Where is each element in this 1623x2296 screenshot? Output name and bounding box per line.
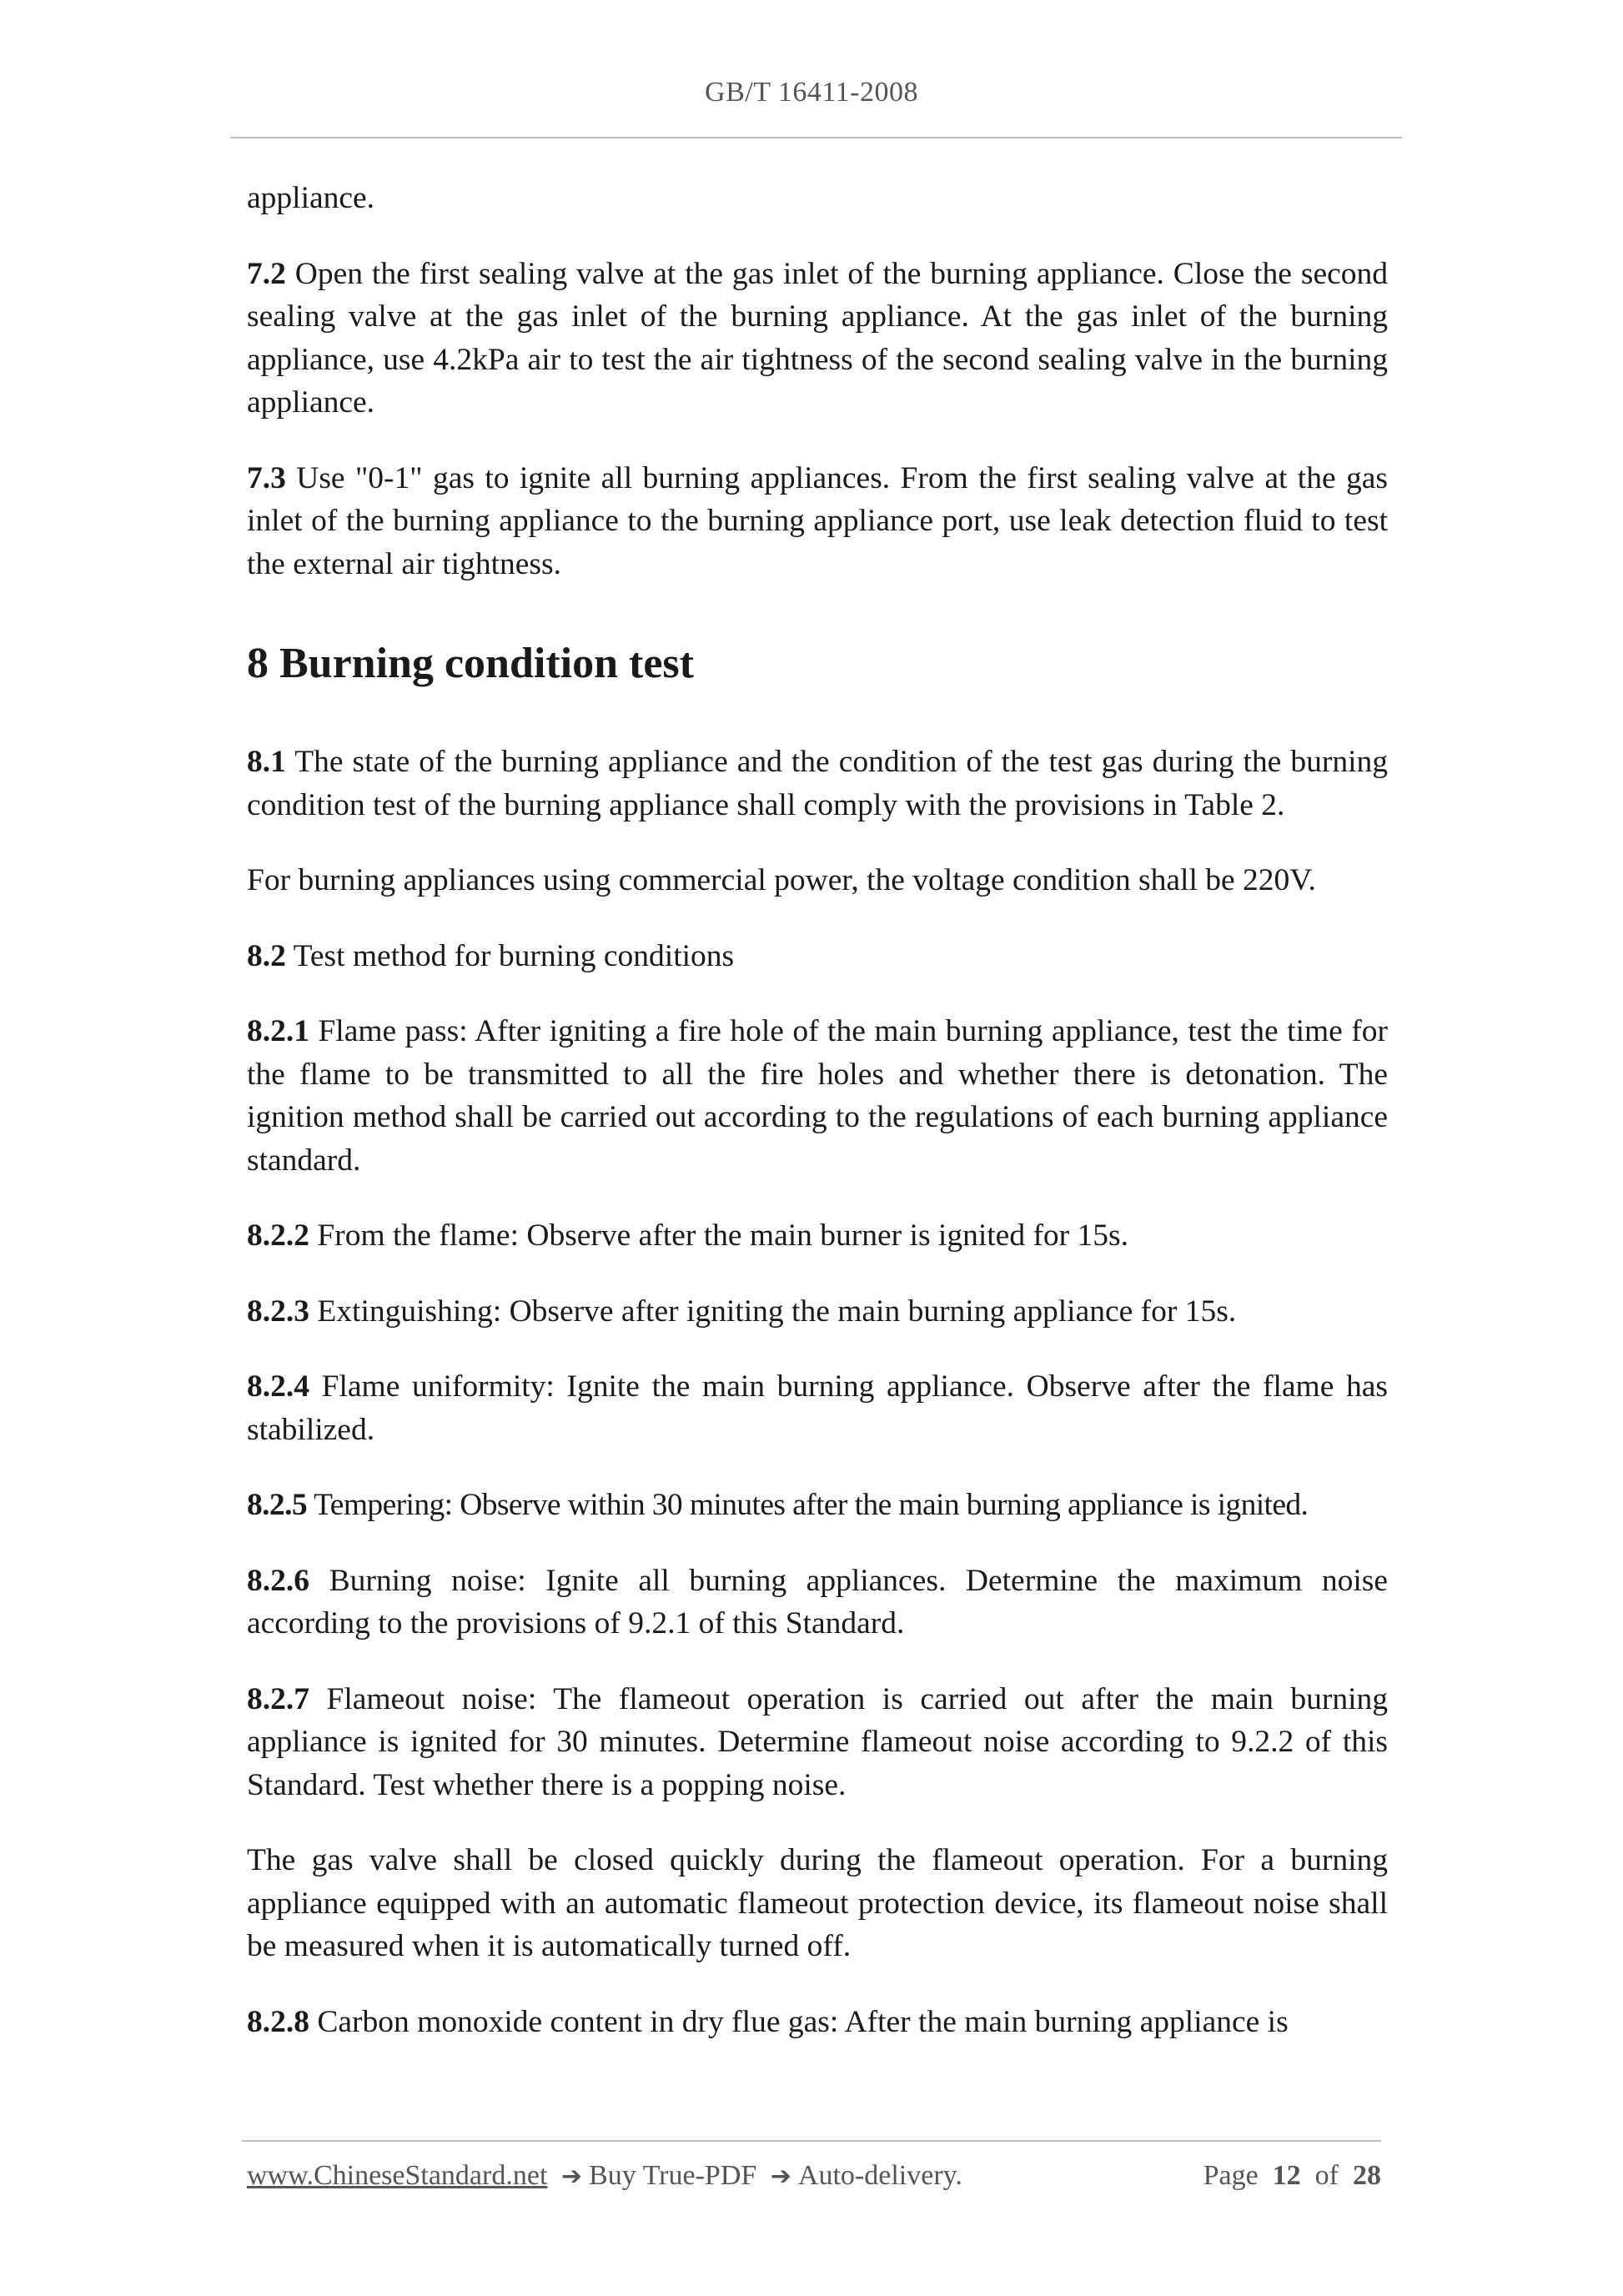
arrow-right-icon: ➔ — [560, 2162, 583, 2191]
header-divider — [230, 137, 1402, 138]
clause-number: 7.3 — [247, 460, 286, 495]
page-label: Page — [1203, 2160, 1259, 2191]
clause-8-2-5 — [247, 1484, 1388, 1527]
page-number — [1203, 2160, 1381, 2192]
clause-8-2-6 — [247, 1560, 1388, 1645]
clause-number: 8.2.8 — [247, 2004, 309, 2039]
page-body — [247, 177, 1388, 2043]
of-label: of — [1314, 2160, 1339, 2191]
clause-text: Carbon monoxide content in dry flue gas: After the main burning appliance is — [309, 2004, 1289, 2039]
clause-8-2-7 — [247, 1678, 1388, 1807]
footer-promo — [247, 2160, 962, 2192]
total-pages: 28 — [1353, 2160, 1381, 2191]
clause-text: Open the first sealing valve at the gas inlet of the burning appliance. Close the second sealing valve at the gas inlet of the burning appliance. At the gas inlet of the burning appliance, use 4.2kPa air to test the air tightness of the second sealing valve in the burning appliance. — [247, 256, 1388, 420]
page-footer — [247, 2160, 1381, 2192]
clause-8-1-note: For burning appliances using commercial power, the voltage condition shall be 220V. — [247, 863, 1316, 897]
clause-7-2 — [247, 253, 1388, 425]
clause-text: Flame pass: After igniting a fire hole of the main burning appliance, test the time for the flame to be transmitted to all the fire holes and whether there is detonation. The ignition method shall be carried out according to the regulations of each burning appliance standard. — [247, 1014, 1388, 1178]
clause-8-2-7-note: The gas valve shall be closed quickly during the flameout operation. For a burning appliance equipped with an automatic flameout protection device, its flameout noise shall be measured when it is automatically turned off. — [247, 1843, 1388, 1963]
clause-8-2-8 — [247, 2001, 1388, 2044]
clause-text: Flameout noise: The flameout operation is carried out after the main burning appliance is ignited for 30 minutes. Determine flameout noise according to 9.2.2 of this Standard. Test whether there is a popping noise. — [247, 1681, 1388, 1802]
clause-8-2-4 — [247, 1365, 1388, 1451]
clause-number: 8.2.6 — [247, 1563, 309, 1598]
clause-text: Flame uniformity: Ignite the main burning appliance. Observe after the flame has stabilized. — [247, 1369, 1388, 1447]
clause-number: 8.2 — [247, 938, 286, 973]
section-8-heading: 8 Burning condition test — [247, 640, 694, 687]
clause-text: Burning noise: Ignite all burning appliances. Determine the maximum noise according to the provisions of 9.2.1 of this Standard. — [247, 1563, 1388, 1640]
clause-number: 8.2.4 — [247, 1369, 309, 1404]
current-page: 12 — [1272, 2160, 1301, 2191]
continuation-text: appliance. — [247, 181, 375, 215]
clause-text: Use "0-1" gas to ignite all burning appliances. From the first sealing valve at the gas inlet of the burning appliance to the burning appliance port, use leak detection fluid to test the external air tightness. — [247, 460, 1388, 581]
footer-divider — [242, 2140, 1381, 2142]
website-link[interactable]: www.ChineseStandard.net — [247, 2160, 548, 2191]
clause-8-2-2 — [247, 1214, 1388, 1258]
document-header: GB/T 16411-2008 — [705, 77, 918, 108]
arrow-right-icon: ➔ — [770, 2162, 791, 2191]
clause-number: 7.2 — [247, 256, 286, 291]
clause-number: 8.2.3 — [247, 1294, 309, 1329]
clause-number: 8.1 — [247, 745, 286, 779]
clause-text: From the flame: Observe after the main burner is ignited for 15s. — [309, 1218, 1129, 1253]
clause-8-2-3 — [247, 1290, 1388, 1334]
clause-text: Tempering: Observe within 30 minutes after the main burning appliance is ignited. — [307, 1488, 1309, 1522]
clause-text: Extinguishing: Observe after igniting the main burning appliance for 15s. — [309, 1294, 1237, 1329]
clause-8-2 — [247, 935, 1388, 978]
clause-number: 8.2.5 — [247, 1488, 308, 1522]
buy-pdf-text: Buy True-PDF — [589, 2160, 757, 2191]
clause-text: The state of the burning appliance and the condition of the test gas during the burning condition test of the burning appliance shall comply with the provisions in Table 2. — [247, 745, 1388, 822]
clause-number: 8.2.2 — [247, 1218, 309, 1253]
clause-number: 8.2.7 — [247, 1681, 309, 1716]
auto-delivery-text: Auto-delivery. — [797, 2160, 962, 2191]
clause-text: Test method for burning conditions — [285, 938, 735, 973]
clause-8-2-1 — [247, 1010, 1388, 1182]
clause-number: 8.2.1 — [247, 1014, 309, 1048]
clause-7-3 — [247, 457, 1388, 586]
clause-8-1 — [247, 741, 1388, 826]
